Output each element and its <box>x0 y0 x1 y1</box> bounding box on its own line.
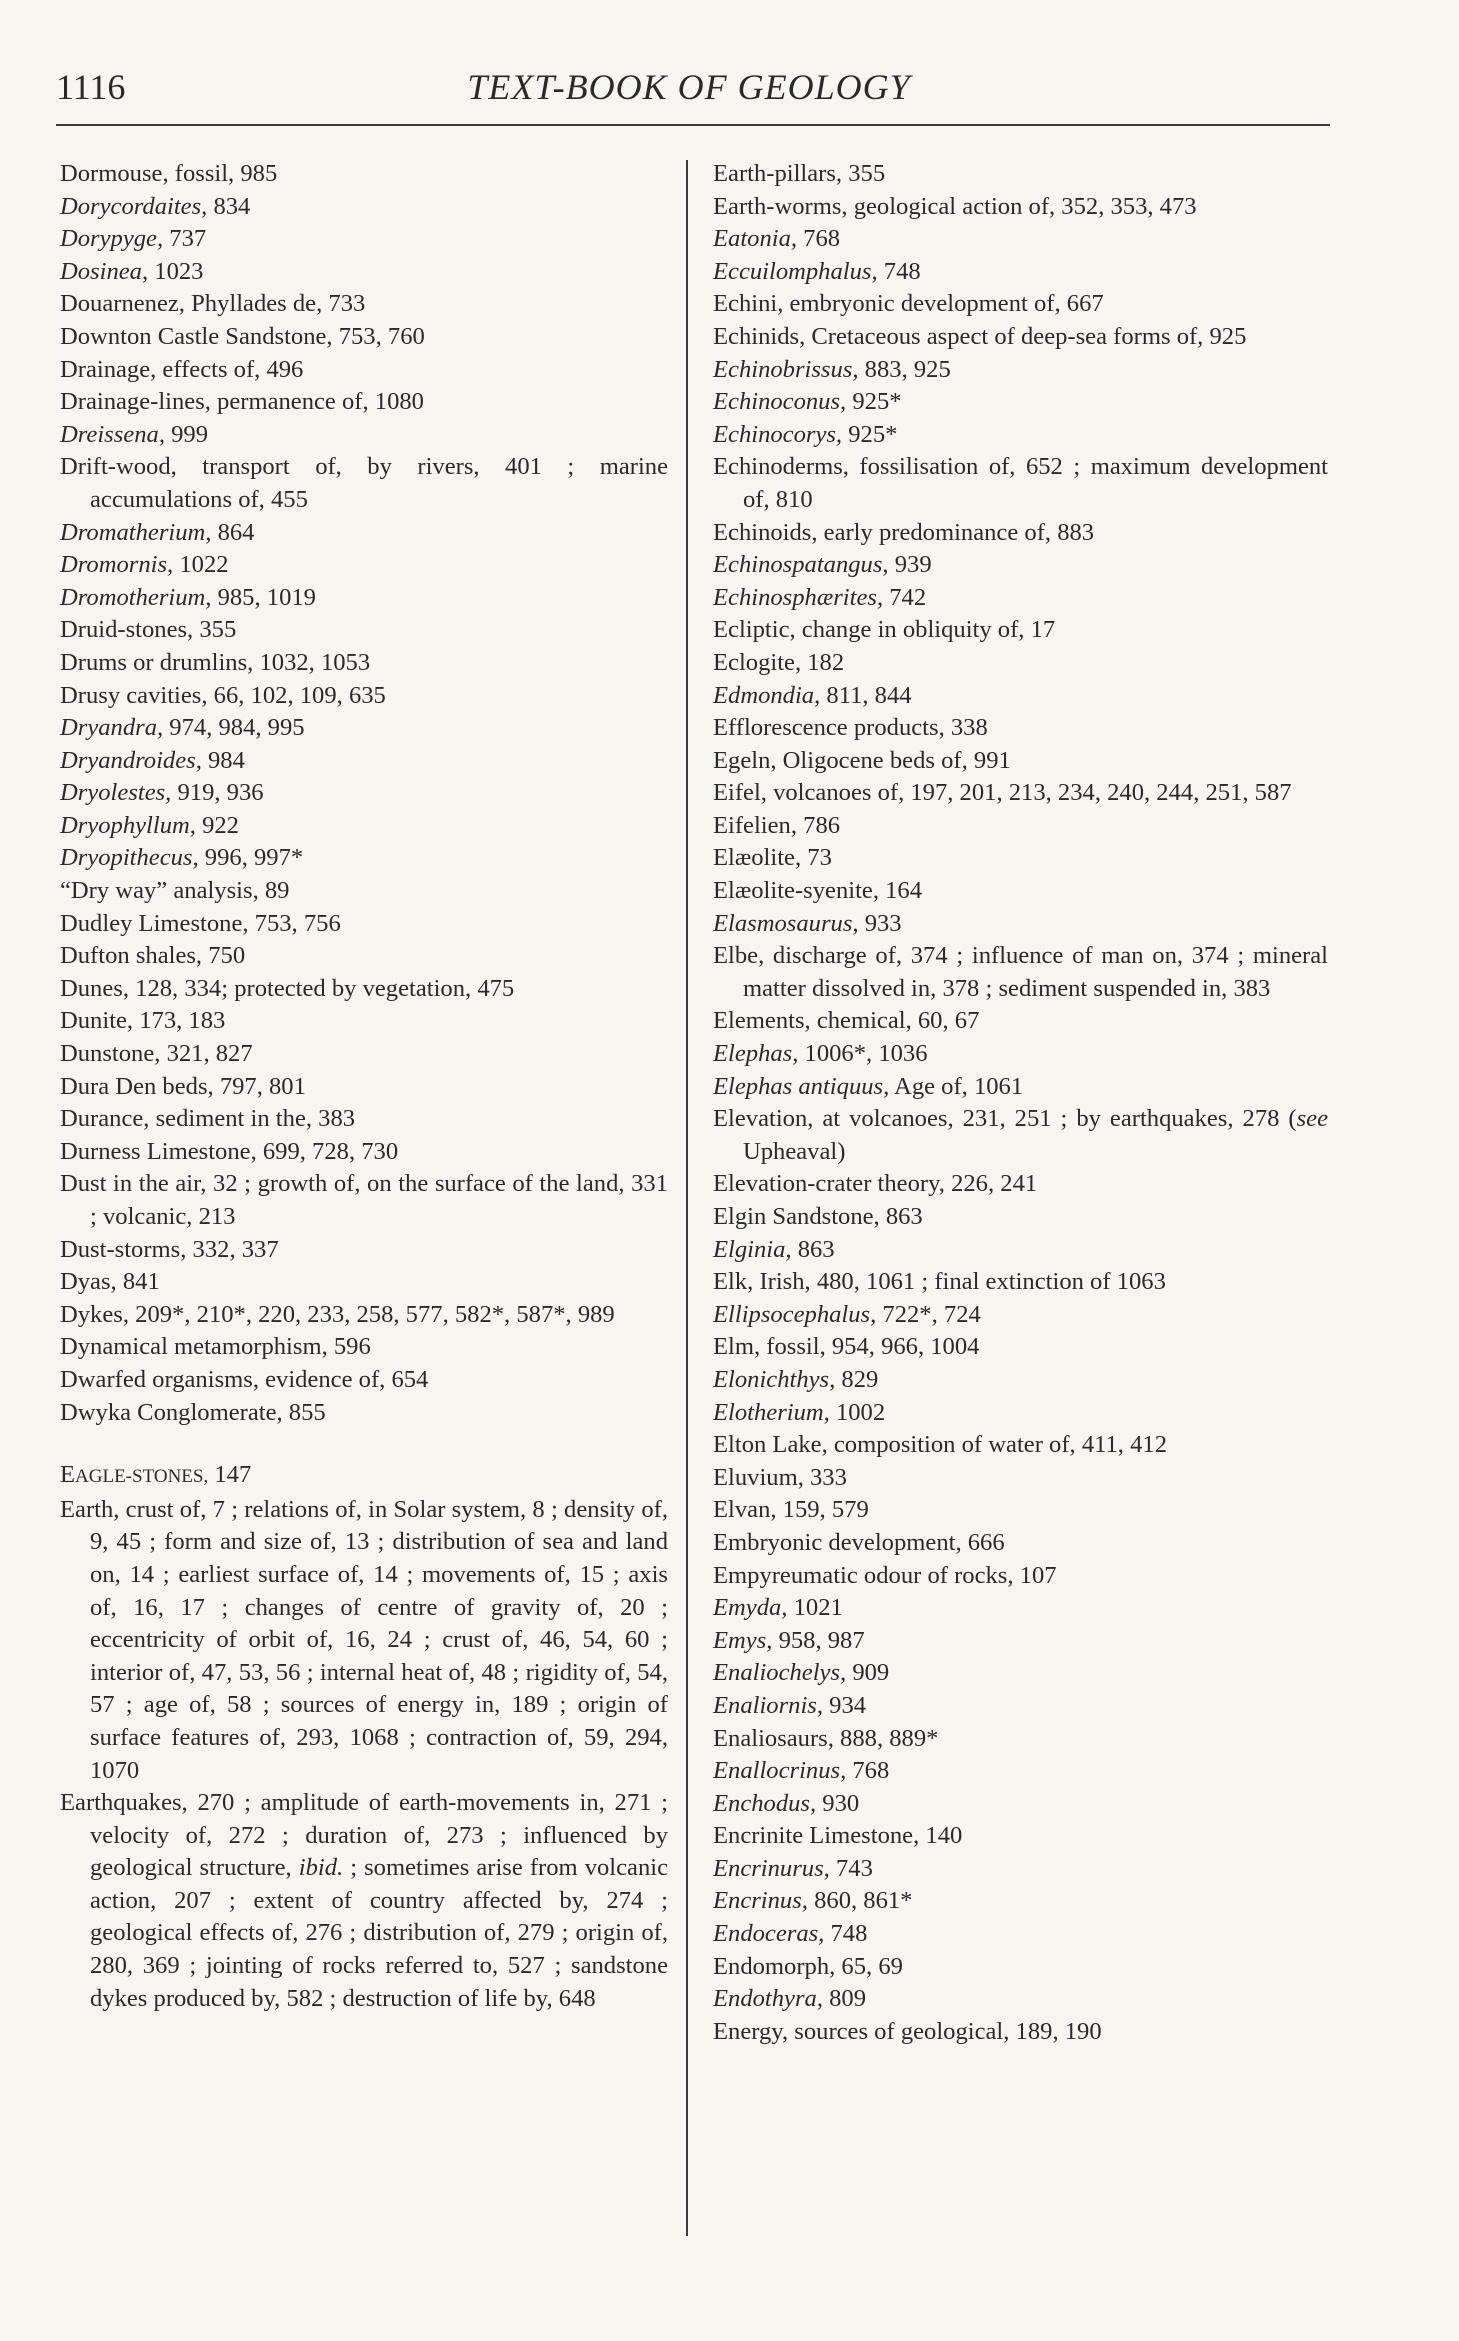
index-entry <box>60 745 668 778</box>
index-headword: Druid-stones, <box>60 616 194 644</box>
index-references: 742 <box>883 583 927 611</box>
index-entry <box>713 1397 1328 1430</box>
index-italic-note: ibid. <box>298 1854 344 1882</box>
index-entry <box>713 680 1328 713</box>
index-references: 909 <box>846 1659 890 1687</box>
index-entry <box>713 1885 1328 1918</box>
index-headword: Dunite, <box>60 1007 134 1035</box>
index-headword: Elotherium, <box>713 1398 830 1426</box>
index-references: 786 <box>797 811 841 839</box>
index-headword: Elasmosaurus, <box>713 909 859 937</box>
index-references: 933 <box>858 909 902 937</box>
index-headword: Dromatherium, <box>60 518 212 546</box>
index-headword: Echinoderms, fossilisation of, <box>713 453 1016 481</box>
index-references: 883, 925 <box>858 355 951 383</box>
index-headword: Encrinurus, <box>713 1854 830 1882</box>
index-headword-initial: E <box>60 1461 76 1489</box>
index-headword: Emys, <box>713 1626 773 1654</box>
index-headword: Durance, sediment in the, <box>60 1105 313 1133</box>
index-headword: Eifel, volcanoes of, <box>713 779 905 807</box>
index-entry <box>713 1462 1328 1495</box>
index-references: 841 <box>116 1268 160 1296</box>
index-entry <box>713 1625 1328 1658</box>
index-headword: Eifelien, <box>713 811 797 839</box>
index-references: 919, 936 <box>171 779 264 807</box>
index-entry <box>713 1788 1328 1821</box>
index-entry <box>713 1592 1328 1625</box>
index-references: 834 <box>207 192 251 220</box>
index-headword: Dyas, <box>60 1268 117 1296</box>
index-headword: Echinosphærites, <box>713 583 884 611</box>
index-headword: Dust-storms, <box>60 1235 187 1263</box>
index-headword: Eclogite, <box>713 648 802 676</box>
index-references: 722*, 724 <box>876 1300 981 1328</box>
index-references: 1080 <box>368 388 424 416</box>
index-italic-note: see <box>1296 1105 1328 1133</box>
index-entry <box>60 191 668 224</box>
index-headword: Dormouse, fossil, <box>60 160 235 187</box>
index-headword: Elevation, at volcanoes, <box>713 1105 954 1133</box>
index-entry <box>60 223 668 256</box>
index-references: 333 <box>803 1463 847 1491</box>
index-entry <box>713 875 1328 908</box>
index-references: 934 <box>823 1691 867 1719</box>
index-entry <box>713 386 1328 419</box>
index-entry <box>60 1038 668 1071</box>
index-references: 7 ; relations of, in Solar system, 8 ; density of, 9, 45 ; form and size of, 13 ; distribution of sea and land on, 14 ; earliest surface of, 14 ; movements of, 15 ; axis of, 16, 17 ; changes of centre of gravity of, 20 ; eccentricity of orbit of, 16, 24 ; crust of, 46, 54, 60 ; interior of, 47, 53, 56 ; internal heat of, 48 ; rigidity of, 54, 57 ; age of, 58 ; sources of energy in, 189 ; origin of surface features of, 293, 1068 ; contraction of, 59, 294, 1070 <box>90 1495 668 1784</box>
index-references: 355 <box>193 616 237 644</box>
index-entry <box>713 1951 1328 1984</box>
index-headword: Encrinus, <box>713 1887 808 1915</box>
index-headword: Eatonia, <box>713 225 798 253</box>
index-references: 984 <box>201 746 245 774</box>
letter-section-gap <box>60 1429 668 1459</box>
index-references: 1002 <box>829 1398 886 1426</box>
index-references: 189, 190 <box>1009 2017 1102 2045</box>
index-references: 737 <box>163 225 207 253</box>
index-references: 66, 102, 109, 635 <box>207 681 386 709</box>
index-headword: Echinospatangus, <box>713 551 889 579</box>
index-headword: Dreissena, <box>60 420 165 448</box>
index-entry <box>713 1820 1328 1853</box>
index-entry <box>713 908 1328 941</box>
index-references: 654 <box>385 1365 429 1393</box>
index-entry <box>60 777 668 810</box>
index-headword: Earth, crust of, <box>60 1495 207 1523</box>
index-entry <box>60 1136 668 1169</box>
index-headword: Dryophyllum, <box>60 811 196 839</box>
index-references: 73 <box>801 844 832 872</box>
index-references: 733 <box>322 290 366 318</box>
index-entry <box>713 1331 1328 1364</box>
index-references: 60, 67 <box>911 1007 980 1035</box>
index-entry <box>713 1494 1328 1527</box>
index-references: 338 <box>944 714 988 742</box>
index-references: 226, 241 <box>944 1170 1038 1198</box>
index-references: 1023 <box>148 257 204 285</box>
index-headword: Dromotherium, <box>60 583 212 611</box>
index-references: 748 <box>824 1920 868 1948</box>
index-references: 596 <box>327 1333 371 1361</box>
index-references: 182 <box>801 648 845 676</box>
index-references: 768 <box>846 1757 890 1785</box>
index-references: 999 <box>164 420 209 448</box>
index-headword: Endomorph, <box>713 1952 836 1980</box>
index-references: 411, 412 <box>1075 1431 1167 1459</box>
index-entry <box>60 1266 668 1299</box>
index-references: 17 <box>1024 616 1056 644</box>
index-entry <box>713 1266 1328 1299</box>
index-headword: Encrinite Limestone, <box>713 1822 920 1850</box>
index-entry <box>60 908 668 941</box>
index-headword: Drums or drumlins, <box>60 648 254 676</box>
index-headword: Drusy cavities, <box>60 681 208 709</box>
index-entry <box>60 810 668 843</box>
index-references: 699, 728, 730 <box>256 1137 399 1165</box>
index-entry <box>60 614 668 647</box>
index-headword-smallcaps: AGLE-STONES, <box>75 1466 209 1488</box>
index-entry <box>713 1918 1328 1951</box>
index-headword: Enallocrinus, <box>713 1757 847 1785</box>
index-references: 164 <box>878 877 923 905</box>
index-entry <box>60 875 668 908</box>
index-headword: Empyreumatic odour of rocks, <box>713 1561 1014 1589</box>
index-references: 748 <box>877 257 921 285</box>
index-headword: Elgin Sandstone, <box>713 1203 880 1230</box>
index-headword: Drainage, effects of, <box>60 355 261 383</box>
index-references: 32 ; growth of, on the surface of the land, 331 ; volcanic, 213 <box>90 1170 668 1230</box>
index-references: 809 <box>822 1985 867 2013</box>
index-references: 65, 69 <box>835 1952 903 1980</box>
index-references: 863 <box>791 1235 835 1263</box>
index-entry <box>60 321 668 354</box>
index-references: 666 <box>961 1528 1005 1556</box>
index-references: 958, 987 <box>772 1626 865 1654</box>
index-references: 939 <box>888 551 932 579</box>
index-headword: Elm, fossil, <box>713 1333 826 1361</box>
index-entry <box>713 288 1328 321</box>
index-entry <box>713 191 1328 224</box>
index-entry <box>60 1459 668 1494</box>
index-headword: Dunes, <box>60 974 129 1002</box>
index-headword: Elephas antiquus, <box>713 1072 890 1100</box>
running-title: TEXT-BOOK OF GEOLOGY <box>467 67 911 107</box>
index-headword: Elonichthys, <box>713 1365 836 1393</box>
index-references: 768 <box>797 225 841 253</box>
index-entry <box>60 940 668 973</box>
index-headword: Dryandra, <box>60 714 164 742</box>
index-entry <box>713 1657 1328 1690</box>
index-entry <box>60 973 668 1006</box>
index-entry <box>60 158 668 191</box>
index-entry <box>713 1755 1328 1788</box>
index-entry <box>60 1397 668 1430</box>
index-entry <box>713 582 1328 615</box>
index-headword: Dunstone, <box>60 1040 161 1068</box>
index-references: 797, 801 <box>213 1072 306 1100</box>
index-references: 128, 334; protected by vegetation, 475 <box>129 974 515 1002</box>
page-number: 1116 <box>56 67 126 107</box>
index-entry <box>60 1787 668 2015</box>
index-headword: Durness Limestone, <box>60 1137 257 1165</box>
index-references: 925* <box>846 388 902 416</box>
index-references: 863 <box>879 1203 923 1230</box>
index-entry <box>60 419 668 452</box>
index-references: 355 <box>842 160 886 187</box>
index-references-cont: ; sometimes arise from volcanic action, 207 ; extent of country affected by, 274 ; geological effects of, 276 ; distribution of, 279 ; origin of, 280, 369 ; jointing of rocks referred to, 527 ; sandstone dykes produced by, 582 ; destruction of life by, 648 <box>90 1854 668 2012</box>
index-headword: Echinobrissus, <box>713 355 859 383</box>
index-references: 883 <box>1051 518 1095 546</box>
index-entry <box>713 256 1328 289</box>
index-entry <box>713 745 1328 778</box>
index-entry <box>60 712 668 745</box>
index-headword: Dorycordaites, <box>60 192 208 220</box>
index-entry <box>60 256 668 289</box>
index-entry <box>713 2016 1328 2049</box>
index-references: 496 <box>260 355 304 383</box>
index-headword: Elk, Irish, <box>713 1268 811 1296</box>
index-headword: Eccuilomphalus, <box>713 257 878 285</box>
index-headword: Dura Den beds, <box>60 1072 214 1100</box>
index-references: 753, 760 <box>332 322 425 350</box>
index-entry <box>60 1071 668 1104</box>
index-references: 321, 827 <box>160 1040 253 1068</box>
index-entry <box>713 158 1328 191</box>
index-headword: Dykes, <box>60 1300 129 1328</box>
index-entry <box>60 1494 668 1787</box>
index-column-right <box>713 158 1328 2048</box>
index-entry <box>713 712 1328 745</box>
index-entry <box>713 517 1328 550</box>
index-headword: Endoceras, <box>713 1920 825 1948</box>
index-entry <box>60 582 668 615</box>
index-headword: Dufton shales, <box>60 942 203 970</box>
index-entry <box>713 1168 1328 1201</box>
index-entry <box>60 1364 668 1397</box>
index-headword: Dosinea, <box>60 257 149 285</box>
index-entry <box>713 1853 1328 1886</box>
index-references: 209*, 210*, 220, 233, 258, 577, 582*, 587*, 989 <box>129 1300 615 1328</box>
index-entry <box>60 517 668 550</box>
index-headword: Dryandroides, <box>60 746 202 774</box>
index-headword: Dust in the air, <box>60 1170 207 1198</box>
index-references: 1006*, 1036 <box>798 1040 928 1068</box>
page-header <box>56 60 1322 116</box>
index-headword: Dryopithecus, <box>60 844 199 872</box>
index-headword: Egeln, Oligocene beds of, <box>713 746 968 774</box>
index-entry <box>713 810 1328 843</box>
index-references: 811, 844 <box>820 681 912 709</box>
index-references: 332, 337 <box>186 1235 279 1263</box>
index-references: 925 <box>1203 322 1247 350</box>
index-references: 374 ; influence of man on, 374 ; mineral matter dissolved in, 378 ; sediment suspended in, 383 <box>743 942 1328 1002</box>
index-references: 954, 966, 1004 <box>825 1333 980 1361</box>
index-entry <box>713 777 1328 810</box>
index-headword: Energy, sources of geological, <box>713 2017 1010 2045</box>
index-references: 743 <box>829 1854 873 1882</box>
index-headword: Elbe, discharge of, <box>713 942 903 970</box>
index-headword: Elæolite-syenite, <box>713 877 879 905</box>
index-references-cont: Upheaval) <box>743 1137 846 1165</box>
index-headword: Dryolestes, <box>60 779 172 807</box>
index-references: 1032, 1053 <box>253 648 371 676</box>
index-entry <box>713 1201 1328 1234</box>
index-references: 753, 756 <box>248 909 341 937</box>
index-headword: Echinids, Cretaceous aspect of deep-sea forms of, <box>713 322 1204 350</box>
index-headword: Enaliochelys, <box>713 1659 847 1687</box>
index-entry <box>713 321 1328 354</box>
index-entry <box>713 549 1328 582</box>
index-headword: Echinocorys, <box>713 420 843 448</box>
index-references: 401 ; marine accumulations of, 455 <box>90 453 669 513</box>
index-entry <box>60 451 668 516</box>
index-references: 991 <box>967 746 1011 774</box>
index-entry <box>713 223 1328 256</box>
index-references: 985 <box>234 160 278 187</box>
index-references: 922 <box>195 811 239 839</box>
index-entry <box>60 1234 668 1267</box>
index-entry <box>60 680 668 713</box>
index-entry <box>713 647 1328 680</box>
index-headword: Enchodus, <box>713 1789 817 1817</box>
index-entry <box>60 1103 668 1136</box>
index-references: 974, 984, 995 <box>163 714 305 742</box>
index-headword: Edmondia, <box>713 681 821 709</box>
column-divider <box>686 160 688 2236</box>
index-references: Age of, 1061 <box>889 1072 1024 1100</box>
index-entry <box>60 354 668 387</box>
index-entry <box>713 1983 1328 2016</box>
index-entry <box>713 842 1328 875</box>
index-headword: Echinoconus, <box>713 388 847 416</box>
index-references: 1022 <box>173 551 229 579</box>
index-headword: Drainage-lines, permanence of, <box>60 388 369 416</box>
index-references: 197, 201, 213, 234, 240, 244, 251, 587 <box>904 779 1292 807</box>
index-entry <box>713 354 1328 387</box>
index-references: 147 <box>208 1461 252 1489</box>
index-entry <box>60 842 668 875</box>
index-references: 888, 889* <box>833 1724 939 1752</box>
index-references: 173, 183 <box>133 1007 226 1035</box>
index-headword: Enaliosaurs, <box>713 1724 834 1752</box>
index-entry <box>713 1364 1328 1397</box>
index-headword: Endothyra, <box>713 1985 823 2013</box>
index-headword: Ellipsocephalus, <box>713 1300 877 1328</box>
index-headword: Dynamical metamorphism, <box>60 1333 328 1361</box>
index-headword: Dwarfed organisms, evidence of, <box>60 1365 386 1393</box>
index-references: 383 <box>312 1105 356 1133</box>
index-references: 352, 353, 473 <box>1055 192 1197 220</box>
index-headword: Earth-pillars, <box>713 160 843 187</box>
index-entry <box>713 614 1328 647</box>
index-headword: “Dry way” analysis, <box>60 877 259 905</box>
index-references: 829 <box>835 1365 879 1393</box>
index-entry <box>713 1234 1328 1267</box>
index-entry <box>60 1005 668 1038</box>
index-entry <box>60 647 668 680</box>
index-headword: Elements, chemical, <box>713 1007 912 1035</box>
index-entry <box>60 549 668 582</box>
index-headword: Elephas, <box>713 1040 799 1068</box>
index-headword: Dwyka Conglomerate, <box>60 1398 283 1426</box>
index-references: 1021 <box>787 1594 843 1622</box>
index-references: 140 <box>919 1822 963 1850</box>
index-entry <box>713 1005 1328 1038</box>
index-entry <box>713 940 1328 1005</box>
index-entry <box>713 1723 1328 1756</box>
index-headword: Elvan, <box>713 1496 777 1524</box>
index-headword: Ecliptic, change in obliquity of, <box>713 616 1025 644</box>
index-entry <box>60 1299 668 1332</box>
index-entry <box>713 1527 1328 1560</box>
index-references: 652 ; maximum development of, 810 <box>743 453 1328 513</box>
index-entry <box>713 1103 1328 1168</box>
index-references: 107 <box>1013 1561 1057 1589</box>
index-references: 270 ; amplitude of earth-movements in, 271 ; velocity of, 272 ; duration of, 273 ; influenced by geological structure, <box>90 1789 668 1882</box>
index-references: 231, 251 ; by earthquakes, 278 ( <box>953 1105 1297 1133</box>
index-entry <box>713 1071 1328 1104</box>
index-headword: Embryonic development, <box>713 1528 962 1556</box>
index-entry <box>713 451 1328 516</box>
index-headword: Enaliornis, <box>713 1691 823 1719</box>
index-references: 930 <box>816 1789 860 1817</box>
index-headword: Eluvium, <box>713 1463 804 1491</box>
index-column-left <box>60 158 668 2015</box>
index-references: 480, 1061 ; final extinction of 1063 <box>810 1268 1166 1296</box>
index-entry <box>60 386 668 419</box>
index-references: 855 <box>282 1398 326 1426</box>
index-headword: Echinoids, early predominance of, <box>713 518 1052 546</box>
index-references: 996, 997* <box>198 844 304 872</box>
index-headword: Dudley Limestone, <box>60 909 249 937</box>
index-headword: Dorypyge, <box>60 225 164 253</box>
index-entry <box>713 419 1328 452</box>
index-headword: Earth-worms, geological action of, <box>713 192 1056 220</box>
index-references: 860, 861* <box>807 1887 913 1915</box>
index-entry <box>713 1560 1328 1593</box>
index-headword: Echini, embryonic development of, <box>713 290 1061 318</box>
index-entry <box>713 1690 1328 1723</box>
index-references: 864 <box>211 518 255 546</box>
header-rule <box>56 124 1330 126</box>
index-entry <box>713 1429 1328 1462</box>
index-references: 750 <box>202 942 246 970</box>
index-headword: Drift-wood, transport of, by rivers, <box>60 453 480 481</box>
index-entry <box>60 288 668 321</box>
index-headword: Earthquakes, <box>60 1789 188 1817</box>
index-headword: Emyda, <box>713 1594 788 1622</box>
index-references: 925* <box>842 420 898 448</box>
index-references: 985, 1019 <box>211 583 316 611</box>
index-references: 159, 579 <box>776 1496 869 1524</box>
index-headword: Efflorescence products, <box>713 714 945 742</box>
index-headword: Elginia, <box>713 1235 792 1263</box>
index-entry <box>713 1038 1328 1071</box>
index-references: 667 <box>1060 290 1104 318</box>
index-references: 89 <box>258 877 290 905</box>
index-headword: Douarnenez, Phyllades de, <box>60 290 323 318</box>
index-entry <box>713 1299 1328 1332</box>
index-headword: Dromornis, <box>60 551 174 579</box>
index-headword: Elæolite, <box>713 844 802 872</box>
index-entry <box>60 1168 668 1233</box>
index-headword: Elevation-crater theory, <box>713 1170 945 1198</box>
index-entry <box>60 1331 668 1364</box>
index-headword: Elton Lake, composition of water of, <box>713 1431 1076 1459</box>
index-headword: Downton Castle Sandstone, <box>60 322 333 350</box>
